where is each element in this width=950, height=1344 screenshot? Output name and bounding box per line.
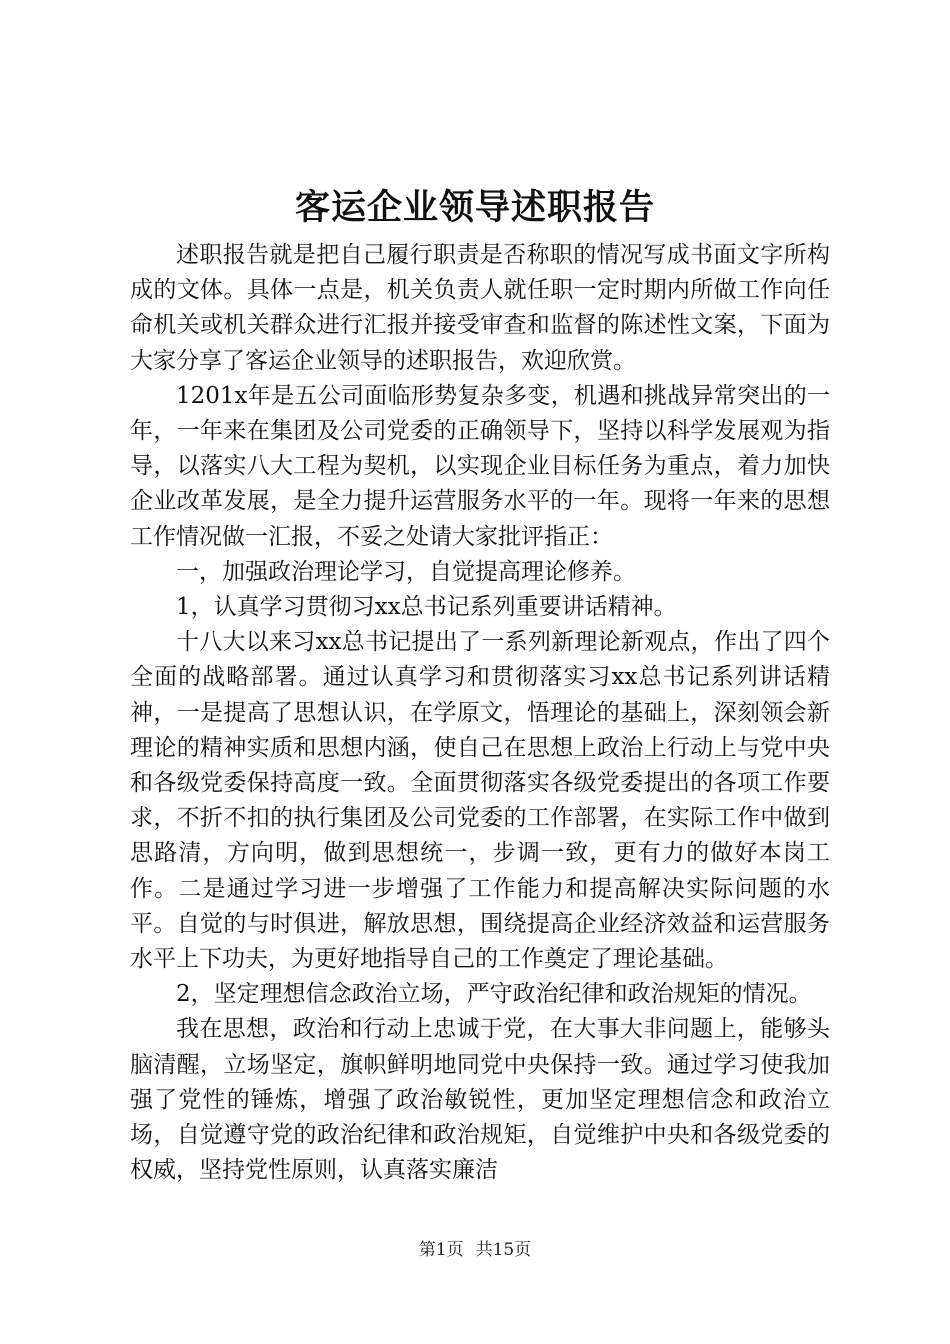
document-body xyxy=(130,238,830,1188)
document-title: 客运企业领导述职报告 xyxy=(294,187,655,228)
paragraph-intro: 述职报告就是把自己履行职责是否称职的情况写成书面文字所构成的文体。具体一点是，机关负责人就任职一定时期内所做工作向任命机关或机关群众进行汇报并接受审查和监督的陈述性文案，下面为大家分享了客运企业领导的述职报告，欢迎欣赏。 xyxy=(130,242,830,374)
page-footer xyxy=(0,1238,950,1262)
section-heading-1: 一，加强政治理论学习，自觉提高理论修养。 xyxy=(176,558,636,585)
page-total: 共15页 xyxy=(475,1240,532,1260)
subsection-heading-1: 1，认真学习贯彻习xx总书记系列重要讲话精神。 xyxy=(176,594,677,621)
paragraph-study: 十八大以来习xx总书记提出了一系列新理论新观点，作出了四个全面的战略部署。通过认真学习和贯彻落实习xx总书记系列讲话精神，一是提高了思想认识，在学原文，悟理论的基础上，深刻领会新理论的精神实质和思想内涵，使自己在思想上政治上行动上与党中央和各级党委保持高度一致。全面贯彻落实各级党委提出的各项工作要求，不折不扣的执行集团及公司党委的工作部署，在实际工作中做到思路清，方向明，做到思想统一，步调一致，更有力的做好本岗工作。二是通过学习进一步增强了工作能力和提高解决实际问题的水平。自觉的与时俱进，解放思想，围绕提高企业经济效益和运营服务水平上下功夫，为更好地指导自己的工作奠定了理论基础。 xyxy=(130,629,830,973)
page-number: 第1页 xyxy=(418,1240,464,1260)
paragraph-overview: 1201x年是五公司面临形势复杂多变，机遇和挑战异常突出的一年，一年来在集团及公司党委的正确领导下，坚持以科学发展观为指导，以落实八大工程为契机，以实现企业目标任务为重点，着力加快企业改革发展，是全力提升运营服务水平的一年。现将一年来的思想工作情况做一汇报，不妥之处请大家批评指正： xyxy=(130,382,830,550)
subsection-heading-2: 2，坚定理想信念政治立场，严守政治纪律和政治规矩的情况。 xyxy=(176,981,812,1008)
paragraph-loyalty: 我在思想，政治和行动上忠诚于党，在大事大非问题上，能够头脑清醒，立场坚定，旗帜鲜明地同党中央保持一致。通过学习使我加强了党性的锤炼，增强了政治敏锐性，更加坚定理想信念和政治立场，自觉遵守党的政治纪律和政治规矩，自觉维护中央和各级党委的权威，坚持党性原则，认真落实廉洁 xyxy=(130,1016,830,1184)
